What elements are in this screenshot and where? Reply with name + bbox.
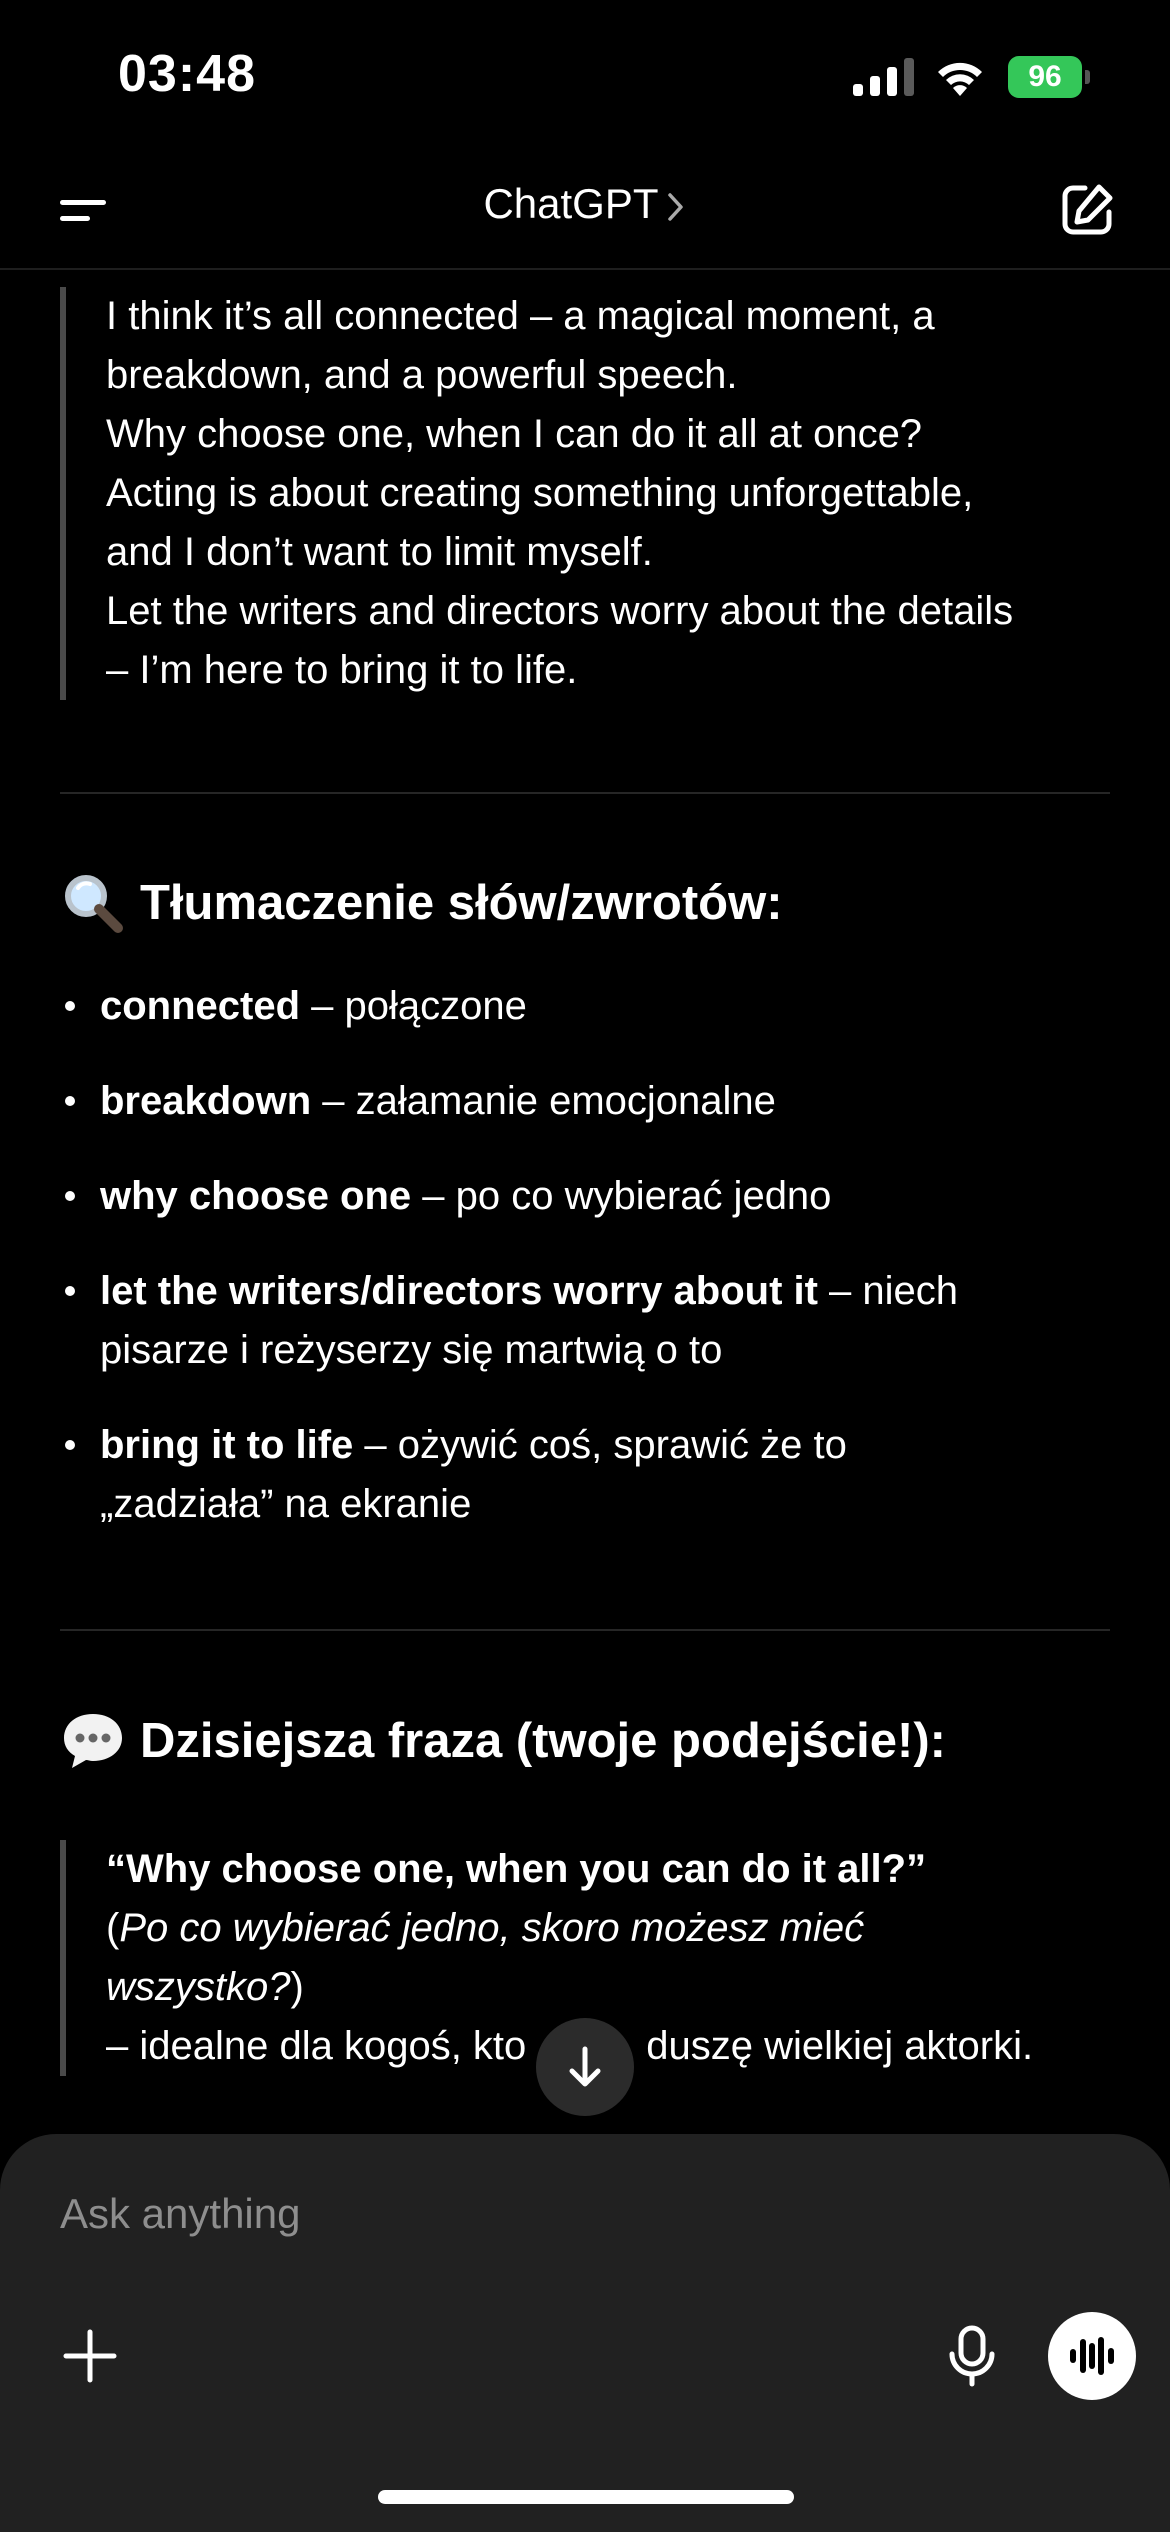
paren: ) [290,1965,304,2009]
translation: – niech [817,1269,959,1313]
magnifying-glass-icon [60,870,126,936]
section-divider [60,1629,1110,1631]
list-item [60,1072,1120,1131]
phrase-comment-end: duszę wielkiej aktorki. [646,2024,1034,2068]
microphone-icon[interactable] [944,2322,1000,2390]
page-title: ChatGPT [483,180,659,227]
message-input[interactable]: Ask anything [60,2190,301,2237]
list-item [60,1167,1120,1226]
quote-line: Let the writers and directors worry about the details [106,589,1014,633]
plus-icon[interactable] [60,2326,120,2386]
status-time: 03:48 [118,45,256,103]
term: why choose one [100,1174,412,1218]
section-divider [60,792,1110,794]
battery-charging-icon [1008,56,1090,98]
paren: ( [106,1906,120,1950]
term: let the writers/directors worry about it [100,1269,818,1313]
list-item [60,1416,1120,1534]
term: bring it to life [100,1423,354,1467]
battery-level: 96 [1028,60,1062,93]
phrase-polish-continued: wszystko? [106,1965,291,2009]
voice-mode-icon [1048,2312,1136,2400]
translation: – połączone [300,984,527,1028]
section-heading-translations [60,870,783,936]
top-bar [0,150,1170,270]
wifi-icon [934,56,986,98]
term: connected [100,984,301,1028]
translation: – załamanie emocjonalne [311,1079,776,1123]
translation: – ożywić coś, sprawić że to [353,1423,847,1467]
section-heading-phrase [60,1708,946,1774]
quote-line: Acting is about creating something unforgettable, [106,471,974,515]
quote-line: breakdown, and a powerful speech. [106,353,738,397]
translation: – po co wybierać jedno [411,1174,832,1218]
chat-message [0,272,1170,2132]
list-item [60,977,1120,1036]
translation-continued: „zadziała” na ekranie [100,1482,472,1526]
model-selector[interactable] [0,180,1170,228]
home-indicator [378,2490,794,2504]
list-item [60,1262,1120,1380]
cellular-signal-icon [853,58,915,96]
quote-line: – I’m here to bring it to life. [106,648,578,692]
quote-line: and I don’t want to limit myself. [106,530,653,574]
section-title: Tłumaczenie słów/zwrotów: [140,876,783,930]
translation-continued: pisarze i reżyserzy się martwią o to [100,1328,723,1372]
scroll-to-bottom-button[interactable] [536,2018,634,2116]
voice-mode-button[interactable] [1048,2312,1136,2400]
quote-line: Why choose one, when I can do it all at once? [106,412,923,456]
phrase-polish: Po co wybierać jedno, skoro możesz mieć [119,1906,865,1950]
phrase-comment: – idealne dla kogoś, kto [106,2024,527,2068]
term: breakdown [100,1079,312,1123]
quote-line: I think it’s all connected – a magical moment, a [106,294,935,338]
section-title: Dzisiejsza fraza (twoje podejście!): [140,1714,946,1768]
new-chat-icon[interactable] [1055,178,1119,242]
arrow-down-icon [536,2018,634,2116]
chevron-right-icon [665,190,687,224]
speech-bubble-icon [60,1708,126,1774]
composer [0,2134,1170,2532]
english-text-quote [60,287,1013,700]
status-bar [0,0,1170,150]
phrase-english: “Why choose one, when you can do it all?” [106,1847,927,1891]
